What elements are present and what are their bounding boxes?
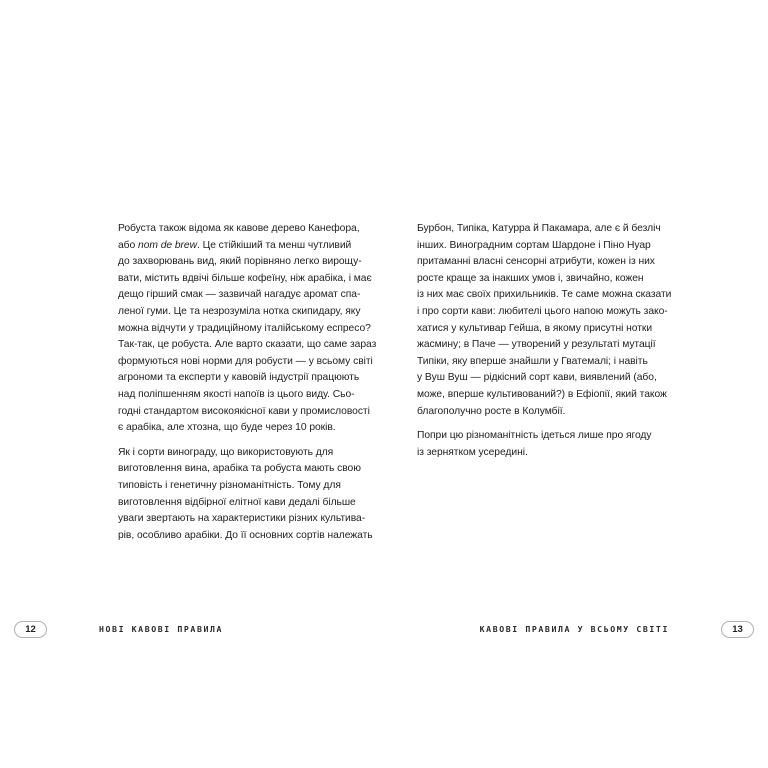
running-head: НОВІ КАВОВІ ПРАВИЛА	[99, 624, 224, 634]
text-line: Робуста також відома як кавове дерево Канефора,	[118, 223, 360, 234]
text-line: Так-так, це робуста. Але варто сказати, що саме зараз	[118, 339, 377, 351]
text-line: у Вуш Вуш — рідкісний сорт кави, виявлений (або,	[417, 372, 657, 384]
right-page	[384, 0, 768, 768]
text-fragment: . Це стійкіший та менш чутливий	[197, 239, 352, 251]
text-line: є арабіка, але хтозна, що буде через 10 років.	[118, 422, 336, 434]
text-line: вати, містить вдвічі більше кофеїну, ніж арабіка, і має	[118, 272, 372, 284]
text-line: із зернятком усередині.	[417, 446, 528, 458]
paragraph-gap	[118, 437, 352, 445]
paragraph-gap	[417, 420, 649, 428]
text-line: дещо гірший смак — зазвичай нагадує аромат спа-	[118, 289, 361, 301]
text-fragment: або	[118, 239, 139, 251]
text-line: виготовлення вина, арабіка та робуста мають свою	[118, 463, 361, 475]
text-line: уваги звертають на характеристики різних культива-	[118, 513, 366, 525]
text-line: Типіки, яку вперше знайшли у Гватемалі; і навіть	[417, 355, 648, 367]
text-line: годні стандартом високоякісної кави у промисловості	[118, 405, 370, 417]
text-line: притаманні власні сенсорні атрибути, кожен із них	[417, 256, 655, 268]
text-line: рів, особливо арабіки. До її основних сортів належать	[118, 529, 373, 541]
left-text-column	[118, 221, 377, 544]
text-line: Попри цю різноманітність ідеться лише про ягоду	[417, 430, 652, 442]
text-line: до захворювань вид, який порівняно легко вирощу-	[118, 256, 362, 268]
running-head: КАВОВІ ПРАВИЛА У ВСЬОМУ СВІТІ	[479, 624, 669, 634]
text-line: можна відчути у традиційному італійському еспресо?	[118, 322, 371, 334]
italic-term: nom de brew	[138, 239, 197, 251]
text-line: інших. Виноградним сортам Шардоне і Піно Нуар	[417, 239, 651, 251]
text-line: із них має своїх прихильників. Те саме можна сказати	[417, 289, 672, 301]
text-line: може, вперше культивований?) в Ефіопії, який також	[417, 388, 667, 400]
text-line: Бурбон, Типіка, Катурра й Пакамара, але є й безліч	[417, 223, 661, 234]
text-line: формуються нові норми для робусти — у всьому світі	[118, 355, 373, 367]
right-footer	[480, 620, 754, 638]
text-line: благополучно росте в Колумбії.	[417, 405, 566, 417]
text-line: над поліпшенням якості напоїв із цього виду. Сьо-	[118, 388, 355, 400]
text-line: росте краще за інакших умов і, звичайно, кожен	[417, 272, 644, 284]
text-line: леної гуми. Це та незрозуміла нотка скипидару, яку	[118, 305, 361, 317]
page-number: 13	[721, 621, 754, 638]
page-number: 12	[14, 621, 47, 638]
text-line	[118, 238, 352, 255]
text-line: виготовлення відбірної елітної кави дедалі більше	[118, 496, 356, 508]
text-line: хатися у культивар Гейша, в якому присутні нотки	[417, 322, 653, 334]
text-line: Як і сорти винограду, що використовують для	[118, 446, 334, 458]
right-text-column	[417, 221, 672, 461]
text-line: агрономи та експерти у кавовій індустрії працюють	[118, 372, 360, 384]
text-line: типовість і генетичну різноманітність. Тому для	[118, 479, 341, 491]
text-line: і про сорти кави: любителі цього напою можуть зако-	[417, 305, 668, 317]
left-footer	[14, 620, 223, 638]
text-line: жасмину; в Паче — утворений у результаті мутації	[417, 339, 656, 351]
